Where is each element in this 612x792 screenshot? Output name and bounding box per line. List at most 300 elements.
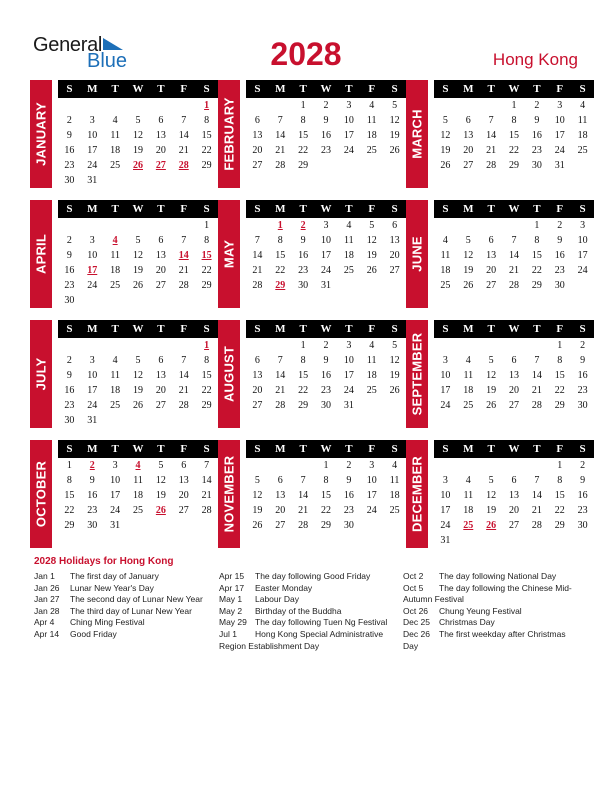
day-cell: 3 — [369, 460, 375, 471]
day-cell: 9 — [323, 355, 329, 366]
day-cell: 20 — [155, 385, 166, 396]
day-cell: 5 — [135, 235, 141, 246]
day-cell: 22 — [201, 385, 212, 396]
weekday-label: S — [579, 203, 586, 215]
day-cell: 27 — [463, 160, 474, 171]
month-grid — [58, 80, 218, 188]
empty-cell — [195, 413, 218, 428]
month-name: SEPTEMBER — [409, 332, 425, 416]
day-cell: 6 — [254, 355, 260, 366]
weekday-label: S — [66, 83, 73, 95]
day-cell: 11 — [463, 490, 474, 501]
weekday-label: T — [299, 203, 307, 215]
holiday-entry — [403, 617, 579, 629]
week-row — [246, 473, 406, 488]
empty-cell — [104, 413, 127, 428]
day-cell: 29 — [321, 520, 331, 531]
day-cell: 23 — [321, 385, 331, 396]
weekday-label: T — [533, 323, 541, 335]
weekday-label: T — [157, 323, 165, 335]
day-cell: 5 — [369, 220, 375, 231]
day-cell: 3 — [442, 355, 448, 366]
day-cell: 24 — [87, 160, 98, 171]
day-cell: 2 — [66, 115, 72, 126]
day-cell: 21 — [201, 490, 212, 501]
empty-cell — [457, 338, 480, 353]
empty-cell — [172, 293, 195, 308]
day-cell: 30 — [531, 160, 542, 171]
day-cell: 8 — [557, 355, 563, 366]
weekday-label: T — [345, 203, 353, 215]
empty-cell — [172, 218, 195, 233]
day-cell: 16 — [577, 370, 588, 381]
day-cell: 9 — [66, 130, 72, 141]
holiday-name: Labour Day — [255, 594, 299, 605]
holiday-entry — [34, 571, 212, 583]
day-cell: 11 — [366, 355, 377, 366]
week-row — [246, 233, 406, 248]
day-cell: 19 — [389, 370, 400, 381]
day-cell: 15 — [554, 370, 565, 381]
empty-cell — [149, 218, 172, 233]
day-cell: 1 — [204, 220, 210, 231]
day-cell: 31 — [440, 535, 451, 546]
day-cell: 14 — [531, 490, 542, 501]
holiday-name: Easter Monday — [255, 582, 313, 593]
day-cell: 16 — [321, 370, 331, 381]
day-cell: 4 — [112, 115, 118, 126]
day-cell: 9 — [346, 475, 352, 486]
day-cell: 5 — [135, 355, 141, 366]
day-cell: 30 — [577, 400, 588, 411]
day-cell: 16 — [577, 490, 588, 501]
weekday-header — [434, 320, 594, 338]
day-cell: 26 — [486, 400, 497, 411]
day-cell: 9 — [323, 115, 329, 126]
week-row — [434, 488, 594, 503]
month-june — [406, 200, 596, 308]
month-name: JANUARY — [33, 102, 49, 166]
day-cell: 13 — [389, 235, 400, 246]
holiday-date: Oct 26 — [403, 605, 429, 616]
holiday-date: Apr 14 — [34, 628, 60, 639]
day-cell: 20 — [155, 265, 166, 276]
month-name: MARCH — [409, 109, 425, 159]
weekday-header — [58, 320, 218, 338]
day-cell: 18 — [577, 130, 588, 141]
day-cell: 17 — [343, 370, 354, 381]
day-cell: 7 — [204, 460, 210, 471]
day-cell: 31 — [87, 415, 98, 426]
day-cell: 15 — [554, 490, 565, 501]
day-cell: 21 — [531, 385, 542, 396]
month-grid — [58, 200, 218, 308]
weekday-label: S — [442, 203, 449, 215]
week-row — [246, 458, 406, 473]
day-cell: 10 — [577, 235, 588, 246]
holiday-day-cell: 1 — [277, 220, 283, 231]
day-cell: 15 — [201, 370, 212, 381]
day-cell: 12 — [463, 250, 474, 261]
day-cell: 15 — [64, 490, 75, 501]
week-row — [434, 278, 594, 293]
empty-cell — [480, 218, 503, 233]
week-row — [434, 233, 594, 248]
day-cell: 31 — [110, 520, 121, 531]
empty-cell — [58, 98, 81, 113]
day-cell: 17 — [110, 490, 121, 501]
empty-cell — [525, 533, 548, 548]
weekday-label: S — [579, 323, 586, 335]
day-cell: 18 — [343, 250, 354, 261]
day-cell: 4 — [465, 355, 471, 366]
day-cell: 19 — [463, 265, 474, 276]
day-cell: 22 — [554, 505, 565, 516]
weekday-label: M — [87, 443, 98, 455]
day-cell: 20 — [252, 145, 263, 156]
day-cell: 26 — [389, 145, 400, 156]
day-cell: 8 — [323, 475, 329, 486]
day-cell: 7 — [534, 475, 540, 486]
day-cell: 11 — [344, 235, 354, 246]
day-cell: 10 — [321, 235, 331, 246]
day-cell: 1 — [511, 100, 517, 111]
day-cell: 28 — [298, 520, 309, 531]
day-cell: 30 — [298, 280, 309, 291]
month-may — [218, 200, 408, 308]
day-cell: 28 — [509, 280, 519, 291]
day-cell: 3 — [89, 115, 95, 126]
week-row — [58, 278, 218, 293]
weekday-label: T — [299, 323, 307, 335]
month-label — [218, 200, 240, 308]
month-label — [218, 80, 240, 188]
weekday-label: M — [463, 323, 474, 335]
month-january — [30, 80, 220, 188]
day-cell: 26 — [133, 400, 143, 411]
day-cell: 27 — [252, 400, 263, 411]
day-cell: 10 — [110, 475, 121, 486]
month-grid — [434, 200, 594, 293]
day-cell: 2 — [323, 100, 329, 111]
day-cell: 13 — [486, 250, 497, 261]
empty-cell — [195, 173, 218, 188]
week-row — [434, 518, 594, 533]
day-cell: 28 — [486, 160, 497, 171]
week-row — [58, 398, 218, 413]
day-cell: 13 — [178, 475, 189, 486]
weekday-label: M — [275, 323, 286, 335]
weekday-header — [58, 440, 218, 458]
weekday-label: T — [345, 443, 353, 455]
day-cell: 27 — [509, 400, 519, 411]
day-cell: 15 — [201, 130, 212, 141]
day-cell: 18 — [463, 385, 474, 396]
day-cell: 16 — [64, 265, 75, 276]
weekday-label: S — [254, 203, 261, 215]
day-cell: 25 — [110, 400, 121, 411]
weekday-label: F — [368, 323, 376, 335]
day-cell: 20 — [509, 505, 519, 516]
day-cell: 2 — [534, 100, 540, 111]
day-cell: 16 — [64, 385, 75, 396]
holiday-day-cell: 26 — [486, 520, 497, 531]
empty-cell — [434, 218, 457, 233]
day-cell: 29 — [531, 280, 542, 291]
week-row — [58, 293, 218, 308]
day-cell: 17 — [366, 490, 377, 501]
week-row — [58, 233, 218, 248]
week-row — [246, 383, 406, 398]
day-cell: 22 — [509, 145, 519, 156]
day-cell: 16 — [343, 490, 354, 501]
weekday-label: T — [533, 83, 541, 95]
empty-cell — [104, 218, 127, 233]
week-row — [434, 533, 594, 548]
day-cell: 23 — [321, 145, 331, 156]
weekday-label: F — [556, 323, 564, 335]
day-cell: 19 — [389, 130, 400, 141]
day-cell: 22 — [201, 265, 212, 276]
weekday-label: W — [508, 83, 520, 95]
day-cell: 31 — [87, 175, 98, 186]
week-row — [58, 338, 218, 353]
day-cell: 29 — [554, 520, 565, 531]
weekday-label: W — [320, 443, 332, 455]
day-cell: 19 — [252, 505, 263, 516]
day-cell: 10 — [87, 130, 98, 141]
month-july — [30, 320, 220, 428]
weekday-label: T — [299, 83, 307, 95]
empty-cell — [81, 98, 104, 113]
empty-cell — [434, 98, 457, 113]
day-cell: 6 — [254, 115, 260, 126]
day-cell: 6 — [158, 235, 164, 246]
week-row — [58, 458, 218, 473]
month-label — [218, 440, 240, 548]
day-cell: 23 — [87, 505, 98, 516]
week-row — [58, 158, 218, 173]
month-label — [406, 80, 428, 188]
holiday-entry — [403, 606, 579, 618]
month-name: NOVEMBER — [221, 455, 237, 533]
holiday-date: Jan 28 — [34, 605, 60, 616]
day-cell: 3 — [557, 100, 563, 111]
day-cell: 23 — [531, 145, 542, 156]
month-label — [218, 320, 240, 428]
day-cell: 25 — [577, 145, 588, 156]
empty-cell — [360, 278, 383, 293]
day-cell: 2 — [346, 460, 352, 471]
holiday-column — [403, 571, 579, 652]
day-cell: 7 — [300, 475, 306, 486]
week-row — [58, 113, 218, 128]
week-row — [58, 503, 218, 518]
day-cell: 3 — [346, 340, 352, 351]
calendar-year: 2028 — [270, 36, 342, 72]
week-row — [58, 368, 218, 383]
day-cell: 5 — [392, 340, 398, 351]
day-cell: 28 — [275, 160, 286, 171]
week-row — [58, 128, 218, 143]
day-cell: 18 — [366, 370, 377, 381]
day-cell: 4 — [346, 220, 352, 231]
day-cell: 17 — [440, 505, 451, 516]
holiday-date: May 29 — [219, 617, 247, 628]
weekday-label: S — [442, 83, 449, 95]
day-cell: 27 — [509, 520, 519, 531]
day-cell: 4 — [580, 100, 586, 111]
day-cell: 12 — [366, 235, 377, 246]
day-cell: 18 — [440, 265, 451, 276]
empty-cell — [127, 413, 150, 428]
empty-cell — [172, 338, 195, 353]
holiday-name: The day following the Chinese Mid-Autumn Festival — [403, 582, 572, 605]
day-cell: 25 — [366, 145, 377, 156]
day-cell: 2 — [66, 355, 72, 366]
week-row — [434, 218, 594, 233]
holiday-date: Jan 27 — [34, 594, 60, 605]
month-label — [30, 80, 52, 188]
week-row — [434, 398, 594, 413]
day-cell: 8 — [511, 115, 517, 126]
weekday-header — [58, 200, 218, 218]
day-cell: 25 — [389, 505, 400, 516]
day-cell: 7 — [181, 115, 187, 126]
holiday-entry — [219, 594, 397, 606]
day-cell: 6 — [511, 475, 517, 486]
day-cell: 24 — [321, 265, 331, 276]
day-cell: 20 — [252, 385, 263, 396]
empty-cell — [246, 218, 269, 233]
holiday-entry — [34, 617, 212, 629]
day-cell: 11 — [110, 250, 120, 261]
day-cell: 12 — [133, 250, 143, 261]
day-cell: 8 — [300, 355, 306, 366]
holiday-name: Birthday of the Buddha — [255, 605, 342, 616]
weekday-label: W — [508, 443, 520, 455]
day-cell: 15 — [275, 250, 286, 261]
empty-cell — [149, 338, 172, 353]
empty-cell — [503, 218, 526, 233]
empty-cell — [337, 278, 360, 293]
day-cell: 21 — [531, 505, 542, 516]
day-cell: 24 — [554, 145, 565, 156]
weekday-label: F — [556, 443, 564, 455]
month-name: DECEMBER — [409, 456, 425, 532]
weekday-label: T — [533, 203, 541, 215]
day-cell: 21 — [486, 145, 497, 156]
weekday-label: W — [320, 323, 332, 335]
holiday-column — [219, 571, 397, 652]
empty-cell — [503, 533, 526, 548]
day-cell: 25 — [463, 400, 474, 411]
empty-cell — [571, 533, 594, 548]
empty-cell — [269, 338, 292, 353]
empty-cell — [434, 458, 457, 473]
day-cell: 6 — [181, 460, 187, 471]
weekday-label: M — [463, 203, 474, 215]
empty-cell — [127, 173, 150, 188]
weekday-label: S — [66, 203, 73, 215]
weekday-label: W — [132, 443, 144, 455]
day-cell: 3 — [112, 460, 118, 471]
day-cell: 21 — [178, 145, 189, 156]
day-cell: 25 — [110, 280, 121, 291]
day-cell: 24 — [440, 400, 451, 411]
empty-cell — [383, 518, 406, 533]
holiday-entry — [34, 629, 212, 641]
week-row — [246, 503, 406, 518]
empty-cell — [127, 293, 150, 308]
holiday-entry — [219, 617, 397, 629]
day-cell: 22 — [554, 385, 565, 396]
day-cell: 4 — [369, 340, 375, 351]
day-cell: 26 — [440, 160, 451, 171]
weekday-label: T — [157, 83, 165, 95]
day-cell: 29 — [201, 400, 212, 411]
week-row — [246, 338, 406, 353]
day-cell: 7 — [181, 235, 187, 246]
day-cell: 26 — [366, 265, 377, 276]
day-cell: 24 — [87, 400, 98, 411]
holiday-date: Jan 1 — [34, 571, 55, 581]
week-row — [246, 143, 406, 158]
week-row — [58, 488, 218, 503]
day-cell: 22 — [298, 385, 309, 396]
empty-cell — [548, 533, 571, 548]
holiday-day-cell: 2 — [89, 460, 95, 471]
day-cell: 15 — [298, 130, 309, 141]
day-cell: 28 — [178, 400, 189, 411]
day-cell: 14 — [298, 490, 309, 501]
day-cell: 4 — [465, 475, 471, 486]
empty-cell — [525, 338, 548, 353]
day-cell: 1 — [534, 220, 540, 231]
week-row — [434, 338, 594, 353]
day-cell: 23 — [554, 265, 565, 276]
week-row — [434, 383, 594, 398]
day-cell: 12 — [389, 355, 400, 366]
day-cell: 28 — [252, 280, 263, 291]
day-cell: 8 — [277, 235, 283, 246]
weekday-label: S — [203, 203, 210, 215]
holiday-name: The first weekday after Christmas Day — [403, 628, 566, 651]
day-cell: 5 — [465, 235, 471, 246]
day-cell: 12 — [486, 370, 497, 381]
empty-cell — [246, 98, 269, 113]
day-cell: 1 — [323, 460, 329, 471]
day-cell: 24 — [440, 520, 451, 531]
day-cell: 30 — [64, 415, 75, 426]
day-cell: 14 — [531, 370, 542, 381]
weekday-label: T — [533, 443, 541, 455]
day-cell: 19 — [366, 250, 377, 261]
weekday-label: W — [132, 83, 144, 95]
day-cell: 13 — [463, 130, 474, 141]
day-cell: 13 — [252, 370, 263, 381]
day-cell: 13 — [509, 490, 519, 501]
day-cell: 4 — [442, 235, 448, 246]
day-cell: 11 — [110, 130, 120, 141]
week-row — [434, 473, 594, 488]
weekday-label: F — [180, 203, 188, 215]
empty-cell — [149, 98, 172, 113]
weekday-label: S — [391, 83, 398, 95]
weekday-label: M — [87, 323, 98, 335]
holidays-title: 2028 Holidays for Hong Kong — [34, 556, 174, 567]
holiday-entry — [403, 571, 579, 583]
